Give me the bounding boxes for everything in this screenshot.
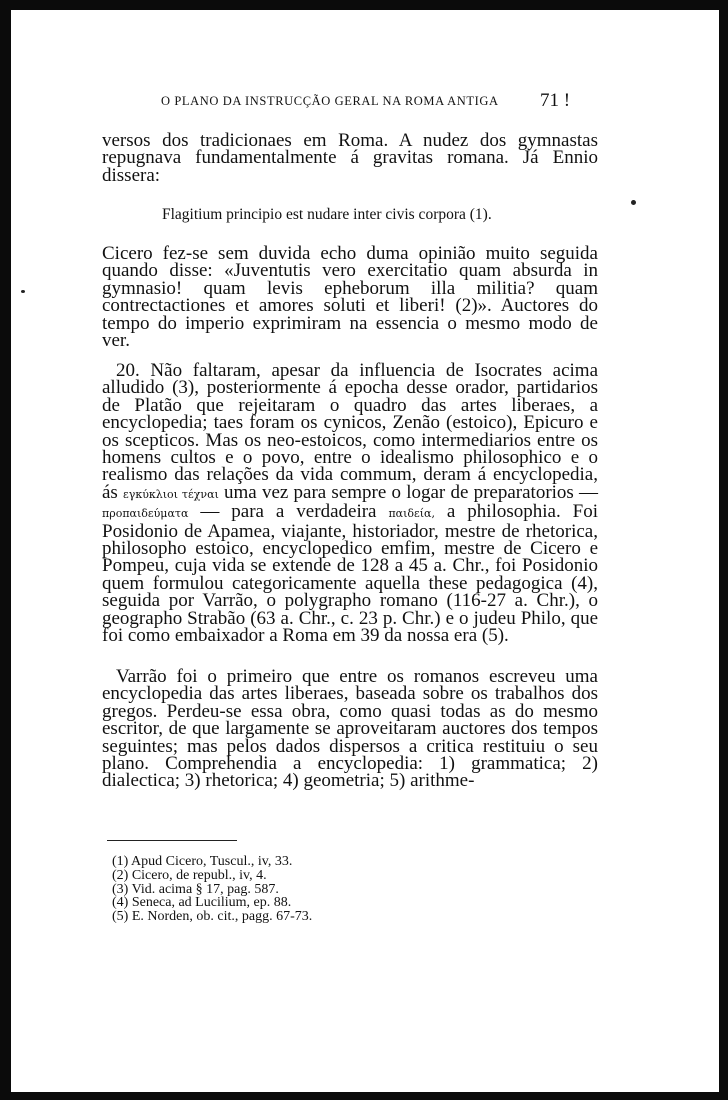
section-20-text-end: a philosophia. Foi Posidonio de Apamea, viajante, historiador, mestre de rhetorica, philosopho estoico, encyclopedico emfim, mestre de Cicero e Pompeu, cuja vida se extende de 128 a 45 a. Chr., foi Posidonio quem formulou categoricamente aquella these pedagogica (4), seguida por Varrão, o polygrapho romano (116-27 a. Chr.), o geographo Strabão (63 a. Chr., c. 23 p. Chr.) e o judeu Philo, que foi como embaixador a Roma em 39 da nossa era (5). xyxy=(102,501,599,647)
margin-dot xyxy=(631,200,636,205)
section-20-text-mid2: — para a verdadeira xyxy=(200,501,377,523)
running-header-title: O PLANO DA INSTRUCÇÃO GERAL NA ROMA ANTIGA xyxy=(161,94,499,108)
greek-enkyklioi-technai: εγκύκλιοι τέχναι xyxy=(123,487,219,501)
footnote-item: (1) Apud Cicero, Tuscul., iv, 33. xyxy=(112,854,293,869)
section-20-text-start: 20. Não faltaram, apesar da influencia de Isocrates acima alludido (3), posteriormente á epocha desse orador, partidarios de Platão que rejeitaram o quadro das artes liberaes, a encyclopedia; taes foram os cynicos, Zenão (estoico), Epicuro e os scepticos. Mas os neo-estoicos, como intermediarios entre os homens cultos e o povo, entre o idealismo philosophico e o realismo das relações da vida commum, deram á encyclopedia, ás xyxy=(102,360,598,503)
greek-paideia: παιδεία, xyxy=(388,507,435,521)
footnote-item: (3) Vid. acima § 17, pag. 587. xyxy=(112,881,279,897)
page-number: 71 ! xyxy=(540,90,571,111)
section-20-text-mid1: uma vez para sempre o logar de preparatorios — xyxy=(224,481,599,503)
running-header xyxy=(11,90,719,116)
greek-propaideumata: προπαιδεύματα xyxy=(102,507,189,521)
footnotes xyxy=(112,855,312,924)
footnote-item: (5) E. Norden, ob. cit., pagg. 67-73. xyxy=(112,909,313,925)
book-page xyxy=(11,10,719,1092)
ennio-quote: Flagitium principio est nudare inter civis corpora (1). xyxy=(162,206,492,223)
paragraph-varrao: Varrão foi o primeiro que entre os romanos escreveu uma encyclopedia das artes liberaes, baseada sobre os trabalhos dos gregos. Perdeu-se essa obra, como quasi todas as do mesmo escritor, de que largamente se aproveitaram auctores dos tempos seguintes; mas pelos dados dispersos a critica restituiu o seu plano. Comprehendia a encyclopedia: 1) grammatica; 2) dialectica; 3) rhetorica; 4) geometria; 5) arithme- xyxy=(102,666,598,792)
footnote-item: (2) Cicero, de republ., iv, 4. xyxy=(112,867,267,883)
footnote-rule xyxy=(107,840,237,841)
paragraph-nudity: versos dos tradicionaes em Roma. A nudez dos gymnastas repugnava fundamentalmente á gravitas romana. Já Ennio dissera: xyxy=(102,130,598,186)
footnote-item: (4) Seneca, ad Lucilium, ep. 88. xyxy=(112,895,292,911)
margin-dot xyxy=(21,290,25,293)
paragraph-cicero: Cicero fez-se sem duvida echo duma opinião muito seguida quando disse: «Juventutis vero exercitatio quam absurda in gymnasio! quam levis epheborum illa militia? quam contrectactiones et amores soluti et liberi! (2)». Auctores do tempo do imperio exprimiram na essencia o mesmo modo de ver. xyxy=(102,243,598,352)
paragraph-section-20 xyxy=(102,362,598,645)
